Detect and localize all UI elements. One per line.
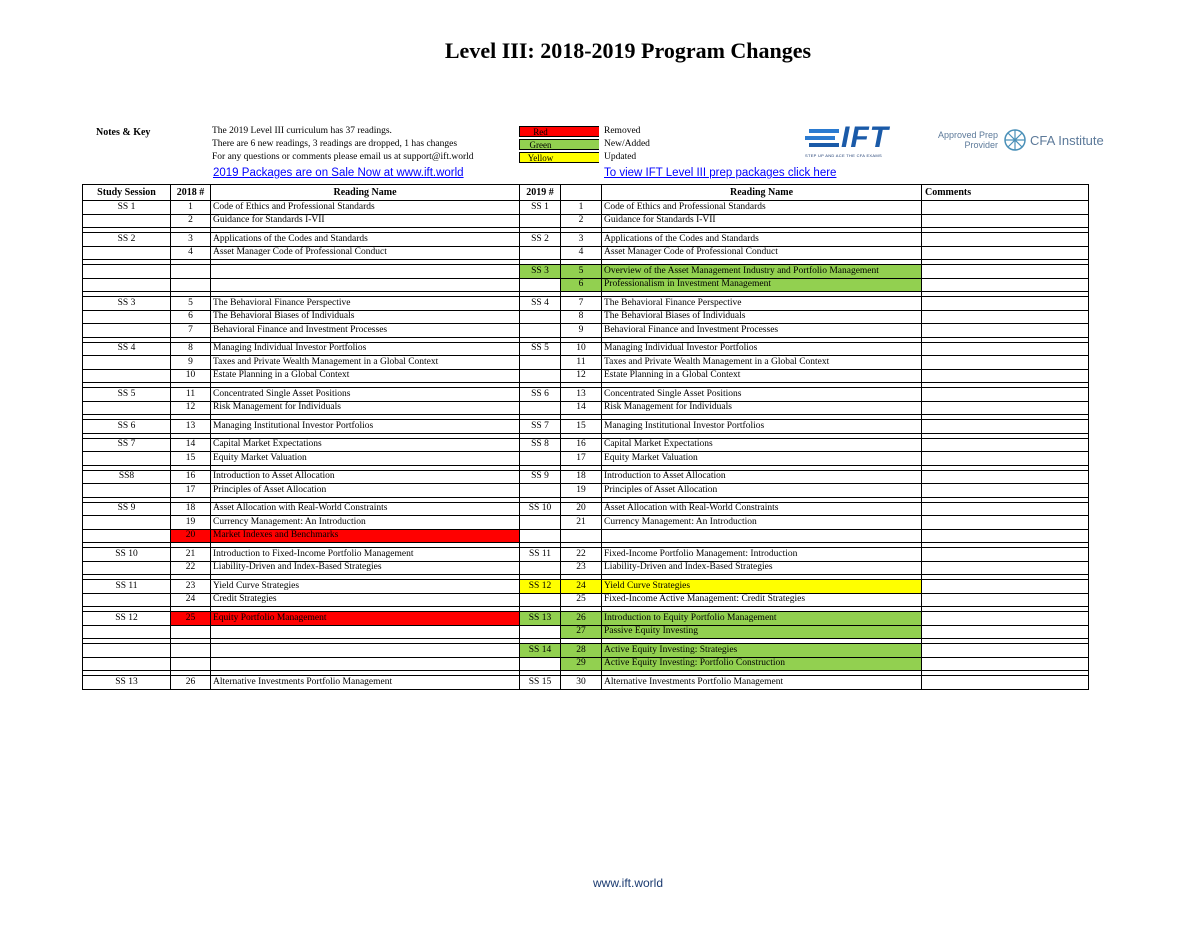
- reading-name-2019: Fixed-Income Active Management: Credit Strategies: [602, 593, 922, 607]
- header-reading-name-2018: Reading Name: [211, 185, 520, 201]
- table-row: [83, 214, 1089, 228]
- reading-name-2018: [211, 625, 520, 639]
- study-session-2019: [520, 484, 561, 498]
- reading-num-2018: 20: [171, 529, 211, 543]
- comments-cell: [922, 657, 1089, 671]
- program-changes-table: [82, 184, 1089, 690]
- study-session-2018: [83, 452, 171, 466]
- study-session-2019: SS 13: [520, 612, 561, 626]
- header-study-session: Study Session: [83, 185, 171, 201]
- approved-prep-text: Approved Prep: [938, 130, 999, 140]
- reading-num-2018: 9: [171, 356, 211, 370]
- reading-name-2019: Active Equity Investing: Portfolio Construction: [602, 657, 922, 671]
- reading-num-2019: 6: [561, 278, 602, 292]
- reading-num-2018: 25: [171, 612, 211, 626]
- key-removed-desc: Removed: [604, 126, 641, 136]
- reading-name-2018: Alternative Investments Portfolio Management: [211, 676, 520, 690]
- reading-num-2019: 26: [561, 612, 602, 626]
- key-updated-desc: Updated: [604, 152, 637, 162]
- reading-num-2019: 13: [561, 388, 602, 402]
- header-2019-num: 2019 #: [520, 185, 561, 201]
- study-session-2019: [520, 625, 561, 639]
- reading-num-2018: [171, 278, 211, 292]
- approved-prep-provider: [938, 130, 998, 150]
- table-row: [83, 201, 1089, 215]
- comments-cell: [922, 214, 1089, 228]
- reading-name-2018: [211, 265, 520, 279]
- table-row: [83, 644, 1089, 658]
- study-session-2019: [520, 529, 561, 543]
- reading-name-2019: Liability-Driven and Index-Based Strategies: [602, 561, 922, 575]
- study-session-2018: [83, 246, 171, 260]
- study-session-2019: [520, 516, 561, 530]
- sale-link[interactable]: 2019 Packages are on Sale Now at www.ift.world: [213, 167, 464, 179]
- comments-cell: [922, 356, 1089, 370]
- prep-packages-link[interactable]: To view IFT Level III prep packages click here: [604, 167, 837, 179]
- comments-cell: [922, 438, 1089, 452]
- reading-num-2018: 7: [171, 324, 211, 338]
- study-session-2018: SS 5: [83, 388, 171, 402]
- comments-cell: [922, 297, 1089, 311]
- reading-num-2019: 19: [561, 484, 602, 498]
- reading-name-2019: Principles of Asset Allocation: [602, 484, 922, 498]
- curriculum-note-3: For any questions or comments please email us at support@ift.world: [212, 152, 474, 162]
- provider-text: Provider: [964, 140, 999, 150]
- comments-cell: [922, 548, 1089, 562]
- page-title: Level III: 2018-2019 Program Changes: [444, 38, 812, 63]
- reading-num-2019: 8: [561, 310, 602, 324]
- comments-cell: [922, 324, 1089, 338]
- study-session-2018: SS 12: [83, 612, 171, 626]
- reading-num-2019: 27: [561, 625, 602, 639]
- reading-name-2018: The Behavioral Finance Perspective: [211, 297, 520, 311]
- reading-num-2018: 2: [171, 214, 211, 228]
- reading-name-2018: Guidance for Standards I-VII: [211, 214, 520, 228]
- comments-cell: [922, 388, 1089, 402]
- reading-num-2019: 22: [561, 548, 602, 562]
- comments-cell: [922, 676, 1089, 690]
- reading-name-2018: Currency Management: An Introduction: [211, 516, 520, 530]
- table-row: [83, 265, 1089, 279]
- comments-cell: [922, 580, 1089, 594]
- study-session-2019: SS 8: [520, 438, 561, 452]
- reading-num-2019: 1: [561, 201, 602, 215]
- comments-cell: [922, 233, 1089, 247]
- reading-name-2019: Currency Management: An Introduction: [602, 516, 922, 530]
- comments-cell: [922, 201, 1089, 215]
- curriculum-note-1: The 2019 Level III curriculum has 37 readings.: [212, 126, 392, 136]
- comments-cell: [922, 310, 1089, 324]
- table-row: [83, 529, 1089, 543]
- comments-cell: [922, 502, 1089, 516]
- key-green-label: Green: [520, 140, 562, 149]
- reading-num-2019: 4: [561, 246, 602, 260]
- reading-num-2019: 21: [561, 516, 602, 530]
- table-row: [83, 438, 1089, 452]
- reading-num-2019: 9: [561, 324, 602, 338]
- reading-num-2018: [171, 625, 211, 639]
- table-row: [83, 580, 1089, 594]
- reading-name-2019: [602, 529, 922, 543]
- reading-num-2018: 6: [171, 310, 211, 324]
- reading-name-2019: The Behavioral Finance Perspective: [602, 297, 922, 311]
- reading-num-2018: 12: [171, 401, 211, 415]
- reading-name-2019: Risk Management for Individuals: [602, 401, 922, 415]
- reading-num-2019: [561, 529, 602, 543]
- reading-num-2019: 10: [561, 342, 602, 356]
- study-session-2019: [520, 401, 561, 415]
- cfa-logo: [938, 128, 1104, 152]
- study-session-2018: [83, 401, 171, 415]
- reading-name-2019: Concentrated Single Asset Positions: [602, 388, 922, 402]
- reading-name-2018: [211, 278, 520, 292]
- reading-name-2019: Fixed-Income Portfolio Management: Introduction: [602, 548, 922, 562]
- study-session-2019: [520, 324, 561, 338]
- table-row: [83, 324, 1089, 338]
- reading-name-2018: Asset Allocation with Real-World Constraints: [211, 502, 520, 516]
- reading-name-2019: Overview of the Asset Management Industry and Portfolio Management: [602, 265, 922, 279]
- reading-num-2019: 3: [561, 233, 602, 247]
- study-session-2019: SS 10: [520, 502, 561, 516]
- study-session-2019: SS 3: [520, 265, 561, 279]
- study-session-2019: SS 12: [520, 580, 561, 594]
- comments-cell: [922, 452, 1089, 466]
- study-session-2018: SS 11: [83, 580, 171, 594]
- reading-name-2019: Taxes and Private Wealth Management in a Global Context: [602, 356, 922, 370]
- table-row: [83, 388, 1089, 402]
- reading-name-2019: Asset Manager Code of Professional Conduct: [602, 246, 922, 260]
- reading-name-2018: Introduction to Fixed-Income Portfolio Management: [211, 548, 520, 562]
- study-session-2018: [83, 265, 171, 279]
- reading-num-2018: 5: [171, 297, 211, 311]
- study-session-2018: SS 3: [83, 297, 171, 311]
- reading-name-2018: Behavioral Finance and Investment Processes: [211, 324, 520, 338]
- key-added-desc: New/Added: [604, 139, 650, 149]
- reading-num-2018: 22: [171, 561, 211, 575]
- comments-cell: [922, 516, 1089, 530]
- table-row: [83, 452, 1089, 466]
- study-session-2019: SS 2: [520, 233, 561, 247]
- study-session-2019: [520, 356, 561, 370]
- study-session-2018: [83, 529, 171, 543]
- ift-logo-text: IFT: [841, 121, 889, 154]
- comments-cell: [922, 278, 1089, 292]
- reading-name-2018: Liability-Driven and Index-Based Strategies: [211, 561, 520, 575]
- reading-name-2019: Applications of the Codes and Standards: [602, 233, 922, 247]
- comments-cell: [922, 612, 1089, 626]
- reading-name-2018: Credit Strategies: [211, 593, 520, 607]
- table-row: [83, 297, 1089, 311]
- study-session-2019: SS 6: [520, 388, 561, 402]
- reading-num-2019: 17: [561, 452, 602, 466]
- study-session-2018: [83, 593, 171, 607]
- reading-num-2019: 20: [561, 502, 602, 516]
- table-row: [83, 657, 1089, 671]
- study-session-2019: SS 9: [520, 470, 561, 484]
- reading-num-2018: 13: [171, 420, 211, 434]
- study-session-2018: SS 7: [83, 438, 171, 452]
- table-row: [83, 470, 1089, 484]
- reading-num-2018: 16: [171, 470, 211, 484]
- reading-name-2019: Guidance for Standards I-VII: [602, 214, 922, 228]
- footer-url[interactable]: www.ift.world: [592, 876, 663, 890]
- table-row: [83, 401, 1089, 415]
- reading-name-2019: Introduction to Equity Portfolio Management: [602, 612, 922, 626]
- study-session-2018: [83, 214, 171, 228]
- study-session-2018: SS 2: [83, 233, 171, 247]
- header-2018-num: 2018 #: [171, 185, 211, 201]
- reading-name-2019: Active Equity Investing: Strategies: [602, 644, 922, 658]
- table-row: [83, 484, 1089, 498]
- reading-name-2018: Code of Ethics and Professional Standards: [211, 201, 520, 215]
- comments-cell: [922, 561, 1089, 575]
- reading-name-2018: Estate Planning in a Global Context: [211, 369, 520, 383]
- reading-num-2018: 26: [171, 676, 211, 690]
- reading-name-2018: Risk Management for Individuals: [211, 401, 520, 415]
- reading-num-2018: 21: [171, 548, 211, 562]
- study-session-2018: SS 4: [83, 342, 171, 356]
- reading-name-2018: Introduction to Asset Allocation: [211, 470, 520, 484]
- study-session-2019: [520, 246, 561, 260]
- study-session-2018: [83, 278, 171, 292]
- study-session-2019: [520, 593, 561, 607]
- reading-name-2018: Concentrated Single Asset Positions: [211, 388, 520, 402]
- study-session-2018: [83, 356, 171, 370]
- study-session-2018: SS8: [83, 470, 171, 484]
- study-session-2018: [83, 324, 171, 338]
- comments-cell: [922, 420, 1089, 434]
- reading-name-2019: Capital Market Expectations: [602, 438, 922, 452]
- comments-cell: [922, 401, 1089, 415]
- reading-name-2019: Yield Curve Strategies: [602, 580, 922, 594]
- table-row: [83, 548, 1089, 562]
- reading-num-2019: 12: [561, 369, 602, 383]
- table-row: [83, 342, 1089, 356]
- reading-name-2019: Professionalism in Investment Management: [602, 278, 922, 292]
- reading-num-2019: 7: [561, 297, 602, 311]
- study-session-2019: SS 5: [520, 342, 561, 356]
- cfa-globe-icon: [1003, 128, 1027, 152]
- study-session-2019: [520, 657, 561, 671]
- study-session-2019: SS 14: [520, 644, 561, 658]
- key-red-fill: [560, 126, 599, 137]
- reading-name-2018: Capital Market Expectations: [211, 438, 520, 452]
- reading-name-2018: Equity Portfolio Management: [211, 612, 520, 626]
- reading-num-2018: 24: [171, 593, 211, 607]
- header-comments: Comments: [922, 185, 1089, 201]
- study-session-2019: SS 15: [520, 676, 561, 690]
- study-session-2018: [83, 644, 171, 658]
- reading-num-2018: 8: [171, 342, 211, 356]
- table-row: [83, 246, 1089, 260]
- study-session-2018: [83, 516, 171, 530]
- reading-num-2018: 15: [171, 452, 211, 466]
- reading-name-2018: [211, 657, 520, 671]
- study-session-2019: SS 4: [520, 297, 561, 311]
- reading-name-2019: Code of Ethics and Professional Standards: [602, 201, 922, 215]
- reading-num-2019: 25: [561, 593, 602, 607]
- reading-name-2018: Equity Market Valuation: [211, 452, 520, 466]
- table-row: [83, 516, 1089, 530]
- header-2019-num-blank: [561, 185, 602, 201]
- reading-num-2019: 18: [561, 470, 602, 484]
- comments-cell: [922, 470, 1089, 484]
- table-row: [83, 593, 1089, 607]
- study-session-2018: SS 1: [83, 201, 171, 215]
- curriculum-note-2: There are 6 new readings, 3 readings are dropped, 1 has changes: [212, 139, 458, 149]
- table-row: [83, 369, 1089, 383]
- notes-key-label: Notes & Key: [96, 127, 151, 138]
- study-session-2018: SS 6: [83, 420, 171, 434]
- reading-name-2018: Yield Curve Strategies: [211, 580, 520, 594]
- study-session-2018: [83, 657, 171, 671]
- study-session-2019: [520, 278, 561, 292]
- study-session-2019: SS 1: [520, 201, 561, 215]
- study-session-2019: [520, 561, 561, 575]
- reading-num-2018: 4: [171, 246, 211, 260]
- reading-name-2018: Managing Individual Investor Portfolios: [211, 342, 520, 356]
- comments-cell: [922, 529, 1089, 543]
- reading-name-2018: Market Indexes and Benchmarks: [211, 529, 520, 543]
- reading-name-2019: Introduction to Asset Allocation: [602, 470, 922, 484]
- study-session-2019: [520, 310, 561, 324]
- ift-stripes-icon: [805, 126, 841, 150]
- table-row: [83, 502, 1089, 516]
- reading-name-2018: Managing Institutional Investor Portfolios: [211, 420, 520, 434]
- study-session-2019: [520, 369, 561, 383]
- ift-logo: [805, 123, 889, 158]
- study-session-2018: SS 13: [83, 676, 171, 690]
- study-session-2018: SS 9: [83, 502, 171, 516]
- reading-num-2019: 29: [561, 657, 602, 671]
- reading-name-2018: The Behavioral Biases of Individuals: [211, 310, 520, 324]
- reading-num-2018: [171, 644, 211, 658]
- study-session-2018: [83, 625, 171, 639]
- reading-num-2018: [171, 265, 211, 279]
- reading-name-2019: Equity Market Valuation: [602, 452, 922, 466]
- key-yellow-label: Yellow: [520, 153, 562, 162]
- comments-cell: [922, 369, 1089, 383]
- reading-name-2018: Taxes and Private Wealth Management in a Global Context: [211, 356, 520, 370]
- table-header-row: [83, 185, 1089, 201]
- reading-num-2018: 1: [171, 201, 211, 215]
- table-row: [83, 676, 1089, 690]
- reading-num-2019: 24: [561, 580, 602, 594]
- study-session-2018: [83, 561, 171, 575]
- reading-num-2018: 17: [171, 484, 211, 498]
- reading-num-2018: 18: [171, 502, 211, 516]
- comments-cell: [922, 342, 1089, 356]
- study-session-2018: SS 10: [83, 548, 171, 562]
- reading-num-2019: 16: [561, 438, 602, 452]
- cfa-institute-text: CFA Institute: [1030, 132, 1104, 148]
- ift-tagline: STEP UP AND ACE THE CFA EXAMS: [805, 153, 882, 158]
- reading-num-2018: 19: [171, 516, 211, 530]
- reading-num-2018: 3: [171, 233, 211, 247]
- comments-cell: [922, 593, 1089, 607]
- comments-cell: [922, 265, 1089, 279]
- table-row: [83, 233, 1089, 247]
- study-session-2019: [520, 214, 561, 228]
- reading-num-2019: 28: [561, 644, 602, 658]
- key-red-label: Red: [520, 127, 562, 136]
- study-session-2019: SS 11: [520, 548, 561, 562]
- reading-name-2019: Estate Planning in a Global Context: [602, 369, 922, 383]
- comments-cell: [922, 644, 1089, 658]
- comments-cell: [922, 484, 1089, 498]
- reading-num-2018: 23: [171, 580, 211, 594]
- reading-name-2019: Behavioral Finance and Investment Processes: [602, 324, 922, 338]
- key-green-fill: [560, 139, 599, 150]
- reading-name-2019: Alternative Investments Portfolio Management: [602, 676, 922, 690]
- table-row: [83, 310, 1089, 324]
- reading-num-2019: 15: [561, 420, 602, 434]
- table-row: [83, 356, 1089, 370]
- study-session-2018: [83, 484, 171, 498]
- reading-num-2019: 11: [561, 356, 602, 370]
- reading-name-2018: [211, 644, 520, 658]
- reading-num-2019: 2: [561, 214, 602, 228]
- reading-name-2018: Principles of Asset Allocation: [211, 484, 520, 498]
- comments-cell: [922, 246, 1089, 260]
- reading-name-2019: Managing Individual Investor Portfolios: [602, 342, 922, 356]
- reading-name-2018: Applications of the Codes and Standards: [211, 233, 520, 247]
- table-row: [83, 561, 1089, 575]
- reading-name-2019: Passive Equity Investing: [602, 625, 922, 639]
- reading-num-2018: [171, 657, 211, 671]
- table-row: [83, 612, 1089, 626]
- reading-num-2019: 5: [561, 265, 602, 279]
- reading-name-2019: Asset Allocation with Real-World Constraints: [602, 502, 922, 516]
- reading-num-2018: 14: [171, 438, 211, 452]
- study-session-2019: [520, 452, 561, 466]
- study-session-2018: [83, 369, 171, 383]
- reading-num-2019: 14: [561, 401, 602, 415]
- study-session-2018: [83, 310, 171, 324]
- table-row: [83, 278, 1089, 292]
- reading-name-2019: The Behavioral Biases of Individuals: [602, 310, 922, 324]
- reading-num-2018: 10: [171, 369, 211, 383]
- reading-num-2018: 11: [171, 388, 211, 402]
- key-yellow-fill: [560, 152, 599, 163]
- header-reading-name-2019: Reading Name: [602, 185, 922, 201]
- table-row: [83, 625, 1089, 639]
- reading-name-2019: Managing Institutional Investor Portfolios: [602, 420, 922, 434]
- table-row: [83, 420, 1089, 434]
- reading-num-2019: 23: [561, 561, 602, 575]
- study-session-2019: SS 7: [520, 420, 561, 434]
- comments-cell: [922, 625, 1089, 639]
- reading-num-2019: 30: [561, 676, 602, 690]
- reading-name-2018: Asset Manager Code of Professional Conduct: [211, 246, 520, 260]
